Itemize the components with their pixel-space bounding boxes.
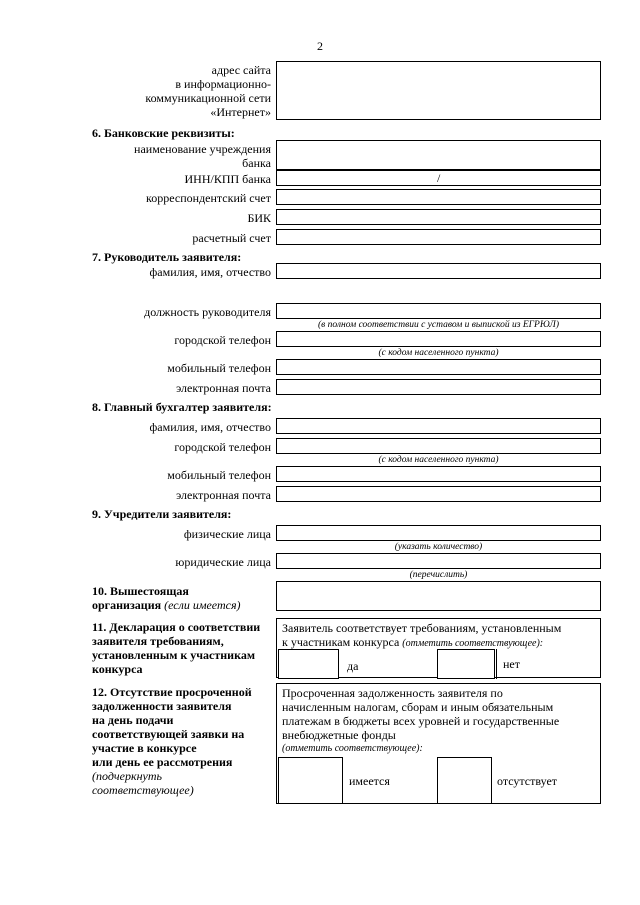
declaration-no-checkbox[interactable] <box>437 649 495 679</box>
bank-name-field[interactable] <box>276 140 601 170</box>
founders-individuals-field[interactable] <box>276 525 601 541</box>
debt-statement: Просроченная задолженность заявителя по начисленным налогам, сборам и иным обязательным платежам в бюджеты всех уровней и государственные внебюджетные фонды (отметить соответствующее): <box>282 686 560 754</box>
head-email-label: электронная почта <box>176 381 271 395</box>
accountant-mobile-label: мобильный телефон <box>167 468 271 482</box>
account-label: расчетный счет <box>192 231 271 245</box>
head-mobile-field[interactable] <box>276 359 601 375</box>
website-label: адрес сайта в информационно- коммуникационной сети «Интернет» <box>145 63 271 119</box>
head-city-phone-hint: (с кодом населенного пункта) <box>378 348 499 358</box>
inn-kpp-field[interactable] <box>276 170 601 186</box>
bik-field[interactable] <box>276 209 601 225</box>
page-number: 2 <box>317 39 323 53</box>
declaration-yes-checkbox[interactable] <box>278 649 339 679</box>
parent-org-note: (если имеется) <box>164 598 241 612</box>
accountant-city-phone-field[interactable] <box>276 438 601 454</box>
head-mobile-label: мобильный телефон <box>167 361 271 375</box>
bik-label: БИК <box>247 211 271 225</box>
founders-legal-field[interactable] <box>276 553 601 569</box>
accountant-fio-field[interactable] <box>276 418 601 434</box>
head-city-phone-label: городской телефон <box>174 333 271 347</box>
accountant-mobile-field[interactable] <box>276 466 601 482</box>
head-fio-label: фамилия, имя, отчество <box>149 265 271 279</box>
debt-has-checkbox[interactable] <box>278 757 343 804</box>
head-position-hint: (в полном соответствии с уставом и выпиской из ЕГРЮЛ) <box>317 320 560 330</box>
declaration-statement: Заявитель соответствует требованиям, установленным к участникам конкурса (отметить соответствующее): <box>282 621 562 649</box>
declaration-yes-label: да <box>347 659 359 673</box>
head-heading: 7. Руководитель заявителя: <box>92 250 242 264</box>
corr-account-label: корреспондентский счет <box>146 191 271 205</box>
debt-heading: 12. Отсутствие просроченной задолженности заявителя на день подачи соответствующей заявки на участие в конкурсе или день ее рассмотрения (подчеркнуть соответствующее) <box>92 685 252 797</box>
debt-absent-label: отсутствует <box>497 774 558 788</box>
parent-org-heading: 10. Вышестоящая организация (если имеется) <box>92 584 241 612</box>
accountant-fio-label: фамилия, имя, отчество <box>149 420 271 434</box>
debt-box <box>276 683 601 804</box>
bank-name-label: наименование учреждения банка <box>134 142 271 170</box>
declaration-heading: 11. Декларация о соответствии заявителя требованиям, установленным к участникам конкурса <box>92 620 261 676</box>
parent-org-field[interactable] <box>276 581 601 611</box>
head-city-phone-field[interactable] <box>276 331 601 347</box>
corr-account-field[interactable] <box>276 189 601 205</box>
founders-heading: 9. Учредители заявителя: <box>92 507 232 521</box>
debt-absent-checkbox[interactable] <box>437 757 492 804</box>
founders-legal-hint: (перечислить) <box>409 570 468 580</box>
declaration-box <box>276 618 601 678</box>
accountant-email-field[interactable] <box>276 486 601 502</box>
accountant-heading: 8. Главный бухгалтер заявителя: <box>92 400 272 414</box>
founders-legal-label: юридические лица <box>175 555 271 569</box>
bank-heading: 6. Банковские реквизиты: <box>92 126 235 140</box>
accountant-city-phone-label: городской телефон <box>174 440 271 454</box>
website-field[interactable] <box>276 61 601 120</box>
declaration-no-label: нет <box>496 649 520 679</box>
account-field[interactable] <box>276 229 601 245</box>
inn-kpp-separator: / <box>437 171 441 185</box>
inn-kpp-label: ИНН/КПП банка <box>184 172 271 186</box>
accountant-email-label: электронная почта <box>176 488 271 502</box>
founders-individuals-label: физические лица <box>183 527 271 541</box>
head-email-field[interactable] <box>276 379 601 395</box>
head-position-field[interactable] <box>276 303 601 319</box>
head-fio-field[interactable] <box>276 263 601 279</box>
founders-individuals-hint: (указать количество) <box>394 542 483 552</box>
debt-has-label: имеется <box>349 774 390 788</box>
head-position-label: должность руководителя <box>144 305 271 319</box>
accountant-city-phone-hint: (с кодом населенного пункта) <box>378 455 499 465</box>
